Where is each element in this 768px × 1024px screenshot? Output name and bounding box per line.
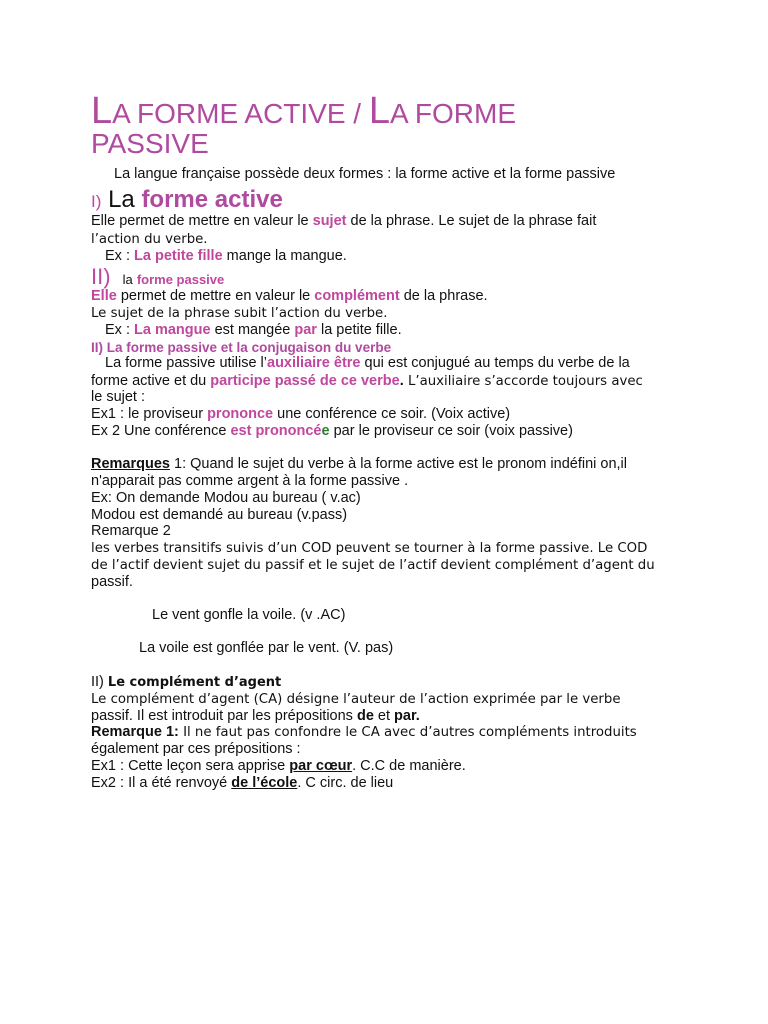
example: Ex: On demande Modou au bureau ( v.ac) (91, 490, 361, 506)
paragraph: Le sujet de la phrase subit l’action du verbe. (91, 306, 388, 321)
intro-text: La langue française possède deux formes : la forme active et la forme passive (114, 166, 616, 182)
paragraph: La forme passive utilise l’auxiliaire être qui est conjugué au temps du verbe de la (105, 355, 630, 371)
section-heading-active: I) La forme active (91, 186, 283, 213)
paragraph: l’action du verbe. (91, 232, 208, 247)
paragraph: Elle permet de mettre en valeur le sujet de la phrase. Le sujet de la phrase fait (91, 213, 597, 229)
remark: également par ces prépositions : (91, 741, 301, 757)
remark-label: Remarque 2 (91, 523, 171, 539)
paragraph: forme active et du participe passé de ce verbe. L’auxiliaire s’accorde toujours avec (91, 373, 643, 389)
paragraph: passif. Il est introduit par les prépositions de et par. (91, 708, 420, 724)
example: Ex : La petite fille mange la mangue. (105, 248, 347, 264)
example: Le vent gonfle la voile. (v .AC) (152, 607, 346, 623)
paragraph: Elle permet de mettre en valeur le complément de la phrase. (91, 288, 488, 304)
example: Ex2 : Il a été renvoyé de l’école. C circ. de lieu (91, 775, 394, 791)
remark: de l’actif devient sujet du passif et le sujet de l’actif devient complément d’agent du (91, 558, 655, 573)
example: Modou est demandé au bureau (v.pass) (91, 507, 348, 523)
page-title-line2: PASSIVE (91, 128, 209, 159)
remark: Remarques 1: Quand le sujet du verbe à la forme active est le pronom indéfini on,il (91, 456, 627, 472)
paragraph: Le complément d’agent (CA) désigne l’auteur de l’action exprimée par le verbe (91, 692, 621, 707)
remark: les verbes transitifs suivis d’un COD peuvent se tourner à la forme passive. Le COD (91, 541, 648, 556)
example: Ex 2 Une conférence est prononcée par le proviseur ce soir (voix passive) (91, 423, 573, 439)
remark: passif. (91, 574, 133, 590)
example: La voile est gonflée par le vent. (V. pas) (139, 640, 394, 656)
example: Ex : La mangue est mangée par la petite fille. (105, 322, 402, 338)
section-heading-passive: II) la forme passive (91, 264, 225, 289)
remark: n'apparait pas comme argent à la forme passive . (91, 473, 409, 489)
example: Ex1 : Cette leçon sera apprise par cœur. C.C de manière. (91, 758, 466, 774)
remark: Remarque 1: Il ne faut pas confondre le CA avec d’autres compléments introduits (91, 724, 637, 740)
section-heading-conjugaison: II) La forme passive et la conjugaison du verbe (91, 340, 392, 355)
paragraph: le sujet : (91, 389, 145, 405)
page-title: LA FORME ACTIVE / LA FORME (91, 90, 517, 132)
example: Ex1 : le proviseur prononce une conférence ce soir. (Voix active) (91, 406, 511, 422)
section-heading-agent: II) Le complément d’agent (91, 674, 282, 690)
